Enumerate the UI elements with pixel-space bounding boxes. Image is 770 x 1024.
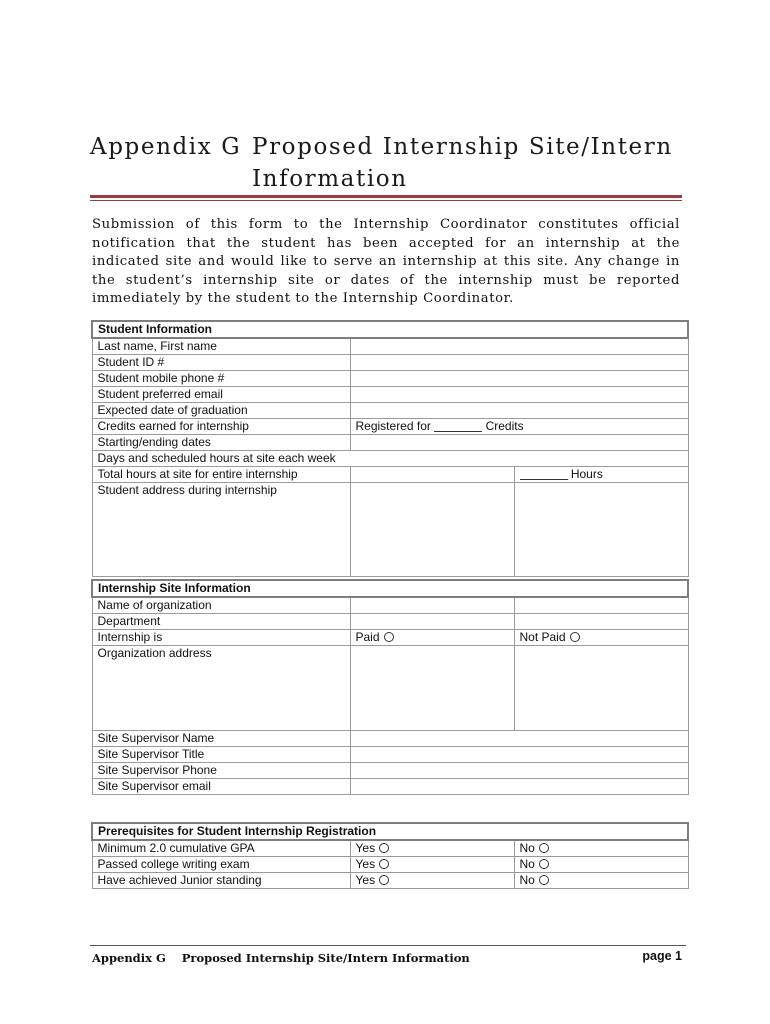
writing-no-radio-icon[interactable]	[539, 859, 549, 869]
writing-yes-radio-icon[interactable]	[379, 859, 389, 869]
title-prefix: Appendix G	[90, 134, 242, 160]
field-credits[interactable]	[350, 419, 688, 435]
field-department-2[interactable]	[514, 614, 688, 630]
option-junior-yes[interactable]	[350, 873, 514, 889]
label-graduation-date: Expected date of graduation	[92, 403, 350, 419]
option-not-paid[interactable]	[514, 630, 688, 646]
page-number: page 1	[642, 949, 682, 963]
label-preferred-email: Student preferred email	[92, 387, 350, 403]
prerequisites-header: Prerequisites for Student Internship Registration	[92, 823, 688, 840]
field-preferred-email[interactable]	[350, 387, 688, 403]
field-graduation-date[interactable]	[350, 403, 688, 419]
option-junior-no[interactable]	[514, 873, 688, 889]
title-line-2: Information	[252, 166, 408, 192]
field-student-address-1[interactable]	[350, 483, 514, 577]
field-supervisor-email[interactable]	[350, 779, 688, 795]
site-information-header: Internship Site Information	[92, 580, 688, 597]
hours-unit: Hours	[570, 467, 603, 481]
registered-for-label: Registered for	[355, 419, 431, 433]
intro-paragraph: Submission of this form to the Internship Coordinator constitutes official notification that the student has been accepted for an internship at the indicated site and would like to serve an internship at this site. Any change in the student’s internship site or dates of the internship must be reported immediately by the student to the Internship Coordinator.	[92, 217, 680, 307]
label-department: Department	[92, 614, 350, 630]
prerequisites-table	[91, 822, 689, 889]
label-dates: Starting/ending dates	[92, 435, 350, 451]
label-prereq-junior: Have achieved Junior standing	[92, 873, 350, 889]
field-organization-address-2[interactable]	[514, 646, 688, 731]
label-name: Last name, First name	[92, 338, 350, 355]
label-prereq-writing: Passed college writing exam	[92, 857, 350, 873]
gpa-no-radio-icon[interactable]	[539, 843, 549, 853]
label-mobile-phone: Student mobile phone #	[92, 371, 350, 387]
label-supervisor-email: Site Supervisor email	[92, 779, 350, 795]
field-days-hours[interactable]	[350, 451, 688, 467]
title-rule-thick	[90, 195, 682, 198]
no-label: No	[519, 873, 535, 887]
field-supervisor-title[interactable]	[350, 747, 688, 763]
title-rule-thin	[90, 200, 682, 201]
gpa-yes-radio-icon[interactable]	[379, 843, 389, 853]
option-writing-no[interactable]	[514, 857, 688, 873]
junior-yes-radio-icon[interactable]	[379, 875, 389, 885]
page-title	[90, 131, 690, 195]
field-student-id[interactable]	[350, 355, 688, 371]
not-paid-label: Not Paid	[519, 630, 566, 644]
paid-radio-icon[interactable]	[384, 632, 394, 642]
credits-unit: Credits	[485, 419, 524, 433]
label-supervisor-name: Site Supervisor Name	[92, 731, 350, 747]
field-supervisor-phone[interactable]	[350, 763, 688, 779]
field-total-hours[interactable]	[350, 467, 514, 483]
field-organization-1[interactable]	[350, 597, 514, 614]
field-student-address-2[interactable]	[514, 483, 688, 577]
footer-title: Appendix G Proposed Internship Site/Intern Information	[92, 951, 470, 965]
label-organization: Name of organization	[92, 597, 350, 614]
label-organization-address: Organization address	[92, 646, 350, 731]
field-hours-unit-cell[interactable]	[514, 467, 688, 483]
label-prereq-gpa: Minimum 2.0 cumulative GPA	[92, 840, 350, 857]
field-organization-2[interactable]	[514, 597, 688, 614]
label-supervisor-phone: Site Supervisor Phone	[92, 763, 350, 779]
field-supervisor-name[interactable]	[350, 731, 688, 747]
field-organization-address-1[interactable]	[350, 646, 514, 731]
yes-label: Yes	[355, 873, 376, 887]
credits-blank[interactable]	[434, 420, 482, 432]
field-department-1[interactable]	[350, 614, 514, 630]
label-total-hours: Total hours at site for entire internship	[92, 467, 350, 483]
option-gpa-yes[interactable]	[350, 840, 514, 857]
label-internship-is: Internship is	[92, 630, 350, 646]
label-student-address: Student address during internship	[92, 483, 350, 577]
hours-blank[interactable]	[520, 468, 568, 480]
label-supervisor-title: Site Supervisor Title	[92, 747, 350, 763]
label-credits: Credits earned for internship	[92, 419, 350, 435]
student-information-table	[91, 320, 689, 577]
label-days-hours: Days and scheduled hours at site each week	[92, 451, 350, 467]
yes-label: Yes	[355, 857, 376, 871]
footer-rule	[90, 945, 686, 946]
field-mobile-phone[interactable]	[350, 371, 688, 387]
internship-site-table	[91, 579, 689, 795]
student-information-header: Student Information	[92, 321, 688, 338]
not-paid-radio-icon[interactable]	[570, 632, 580, 642]
paid-label: Paid	[355, 630, 380, 644]
no-label: No	[519, 841, 535, 855]
option-paid[interactable]	[350, 630, 514, 646]
yes-label: Yes	[355, 841, 376, 855]
label-student-id: Student ID #	[92, 355, 350, 371]
field-name[interactable]	[350, 338, 688, 355]
field-dates[interactable]	[350, 435, 688, 451]
junior-no-radio-icon[interactable]	[539, 875, 549, 885]
no-label: No	[519, 857, 535, 871]
option-gpa-no[interactable]	[514, 840, 688, 857]
option-writing-yes[interactable]	[350, 857, 514, 873]
title-line-1: Proposed Internship Site/Intern	[252, 134, 673, 160]
